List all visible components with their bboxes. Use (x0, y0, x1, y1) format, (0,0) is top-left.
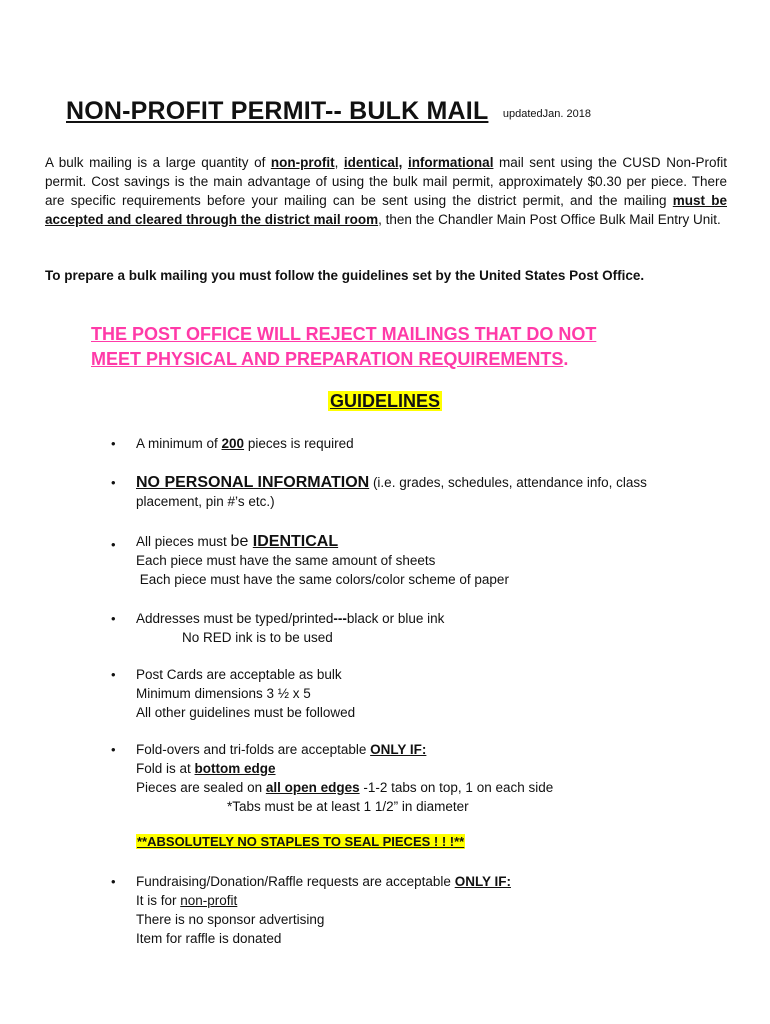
folds-line-3: Pieces are sealed on (136, 780, 266, 795)
warning-heading (91, 322, 731, 372)
addresses-dashes: --- (333, 611, 347, 626)
fundraising-line-3: There is no sponsor advertising (136, 912, 325, 927)
fundraising-only-if: ONLY IF: (454, 874, 511, 889)
minimum-text: A minimum of (136, 436, 222, 451)
list-item-fundraising (111, 872, 731, 948)
personal-info-label: NO PERSONAL INFORMATION (136, 474, 370, 491)
bullet-icon: • (111, 874, 116, 889)
fundraising-text: Fundraising/Donation/Raffle requests are acceptable (136, 874, 455, 889)
personal-info-text: (i.e. grades, schedules, attendance info, class placement, pin #’s etc.) (136, 475, 647, 509)
bullet-icon: • (111, 611, 116, 626)
staples-warning: **ABSOLUTELY NO STAPLES TO SEAL PIECES ! ! !** (137, 834, 465, 849)
addresses-text-end: black or blue ink (346, 611, 445, 626)
intro-paragraph (45, 153, 727, 229)
folds-text: Fold-overs and tri-folds are acceptable (136, 742, 371, 757)
minimum-number: 200 (221, 436, 245, 451)
fundraising-line-4: Item for raffle is donated (136, 931, 282, 946)
updated-date: updatedJan. 2018 (502, 108, 591, 120)
list-item-postcards (111, 665, 731, 722)
folds-line-4: *Tabs must be at least 1 1/2” in diameter (227, 799, 469, 814)
intro-identical: identical, (343, 155, 403, 170)
bullet-icon: • (111, 475, 116, 490)
intro-text: A bulk mailing is a large quantity of (45, 155, 271, 170)
page-title: NON-PROFIT PERMIT-- BULK MAIL (66, 97, 489, 125)
warning-line-2 (91, 347, 731, 372)
list-item-personal-info (111, 473, 731, 511)
folds-bottom-edge: bottom edge (194, 761, 276, 776)
bullet-icon: • (111, 537, 116, 552)
intro-text: , then the Chandler Main Post Office Bulk Mail Entry Unit. (378, 212, 721, 227)
identical-text: All pieces must (136, 534, 231, 549)
guidelines-heading (0, 391, 770, 412)
folds-only-if: ONLY IF: (370, 742, 427, 757)
postcards-line-1: Post Cards are acceptable as bulk (136, 667, 342, 682)
list-item-minimum (111, 434, 731, 453)
postcards-line-3: All other guidelines must be followed (136, 705, 356, 720)
intro-informational: informational (407, 155, 494, 170)
bullet-icon: • (111, 742, 116, 757)
prepare-statement: To prepare a bulk mailing you must follow the guidelines set by the United States Post Office. (45, 268, 645, 283)
guidelines-heading-text: GUIDELINES (329, 391, 440, 411)
warning-line-1: THE POST OFFICE WILL REJECT MAILINGS THAT DO NOT (91, 324, 597, 344)
minimum-text-end: pieces is required (244, 436, 354, 451)
warning-period: . (563, 349, 569, 369)
identical-line-2: Each piece must have the same amount of sheets (136, 553, 436, 568)
fundraising-non-profit: non-profit (180, 893, 238, 908)
addresses-text: Addresses must be typed/printed (136, 611, 334, 626)
postcards-line-2: Minimum dimensions 3 ½ x 5 (136, 686, 311, 701)
intro-non-profit: non-profit (270, 155, 335, 170)
intro-text: , (334, 155, 344, 170)
folds-open-edges: all open edges (265, 780, 360, 795)
folds-line-3-end: -1-2 tabs on top, 1 on each side (359, 780, 554, 795)
bullet-icon: • (111, 436, 116, 451)
list-item-identical (111, 532, 731, 589)
title-row (66, 97, 726, 126)
addresses-line-2: No RED ink is to be used (182, 630, 333, 645)
intro-accepted: must be accepted and cleared through the district mail room (45, 193, 727, 227)
bullet-icon: • (111, 667, 116, 682)
list-item-addresses (111, 609, 731, 647)
identical-label: IDENTICAL (252, 533, 339, 550)
folds-line-2: Fold is at (136, 761, 195, 776)
list-item-folds (111, 740, 731, 816)
identical-be: be (230, 533, 253, 550)
fundraising-line-2: It is for (136, 893, 181, 908)
identical-line-3: Each piece must have the same colors/color scheme of paper (136, 572, 509, 587)
intro-text: mail sent using the CUSD Non-Profit permit. Cost savings is the main advantage of using the bulk mail permit, approximately $0.30 per piece. There are specific requirements before your mailing can be sent using the district permit, and the mailing (45, 155, 727, 208)
warning-line-2-text: MEET PHYSICAL AND PREPARATION REQUIREMENTS (91, 349, 564, 369)
